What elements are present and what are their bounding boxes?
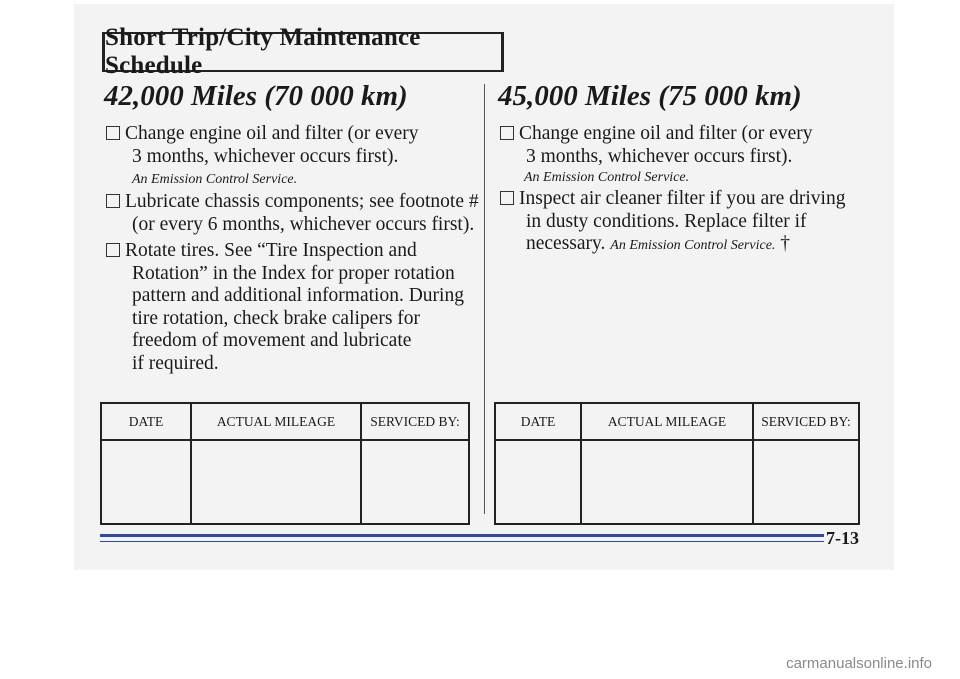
schedule-header bbox=[102, 24, 504, 79]
right-emission-note: An Emission Control Service. bbox=[524, 170, 690, 185]
date-cell[interactable] bbox=[101, 440, 191, 524]
mileage-cell[interactable] bbox=[581, 440, 753, 524]
checkbox-icon[interactable] bbox=[106, 243, 120, 257]
left-emission-note: An Emission Control Service. bbox=[132, 172, 298, 187]
date-column-header: DATE bbox=[101, 403, 191, 440]
manual-page bbox=[74, 4, 894, 570]
checkbox-icon[interactable] bbox=[500, 126, 514, 140]
column-divider bbox=[484, 84, 485, 514]
right-service-record-table bbox=[494, 402, 860, 525]
left-item-oil-change: Change engine oil and filter (or every 3 months, whichever occurs first). bbox=[106, 123, 418, 168]
right-section-title: 45,000 Miles (75 000 km) bbox=[498, 80, 802, 112]
left-section-title: 42,000 Miles (70 000 km) bbox=[104, 80, 408, 112]
left-item-lubricate: Lubricate chassis components; see footnote # (or every 6 months, whichever occurs first). bbox=[106, 191, 479, 236]
date-cell[interactable] bbox=[495, 440, 581, 524]
checkbox-icon[interactable] bbox=[106, 126, 120, 140]
serviced-by-column-header: SERVICED BY: bbox=[753, 403, 859, 440]
mileage-column-header: ACTUAL MILEAGE bbox=[191, 403, 361, 440]
serviced-by-column-header: SERVICED BY: bbox=[361, 403, 469, 440]
dagger-footnote-mark: † bbox=[780, 233, 791, 254]
mileage-column-header: ACTUAL MILEAGE bbox=[581, 403, 753, 440]
serviced-by-cell[interactable] bbox=[361, 440, 469, 524]
left-service-record-table bbox=[100, 402, 470, 525]
footer-rule-thin bbox=[100, 541, 824, 542]
right-item-oil-change: Change engine oil and filter (or every 3 months, whichever occurs first). bbox=[500, 123, 812, 168]
page-number: 7-13 bbox=[826, 528, 859, 548]
checkbox-icon[interactable] bbox=[106, 194, 120, 208]
mileage-cell[interactable] bbox=[191, 440, 361, 524]
checkbox-icon[interactable] bbox=[500, 191, 514, 205]
schedule-title: Short Trip/City Maintenance Schedule bbox=[105, 24, 421, 79]
right-item-air-filter: Inspect air cleaner filter if you are driving in dusty conditions. Replace filter if necessary. An Emission Control Service. † bbox=[500, 188, 845, 258]
date-column-header: DATE bbox=[495, 403, 581, 440]
footer-rule bbox=[100, 534, 824, 537]
serviced-by-cell[interactable] bbox=[753, 440, 859, 524]
site-watermark: carmanualsonline.info bbox=[786, 655, 932, 672]
left-item-rotate-tires: Rotate tires. See “Tire Inspection and Rotation” in the Index for proper rotation pattern and additional information. During tire rotation, check brake calipers for freedom of movement and lubricate if required. bbox=[106, 240, 464, 375]
